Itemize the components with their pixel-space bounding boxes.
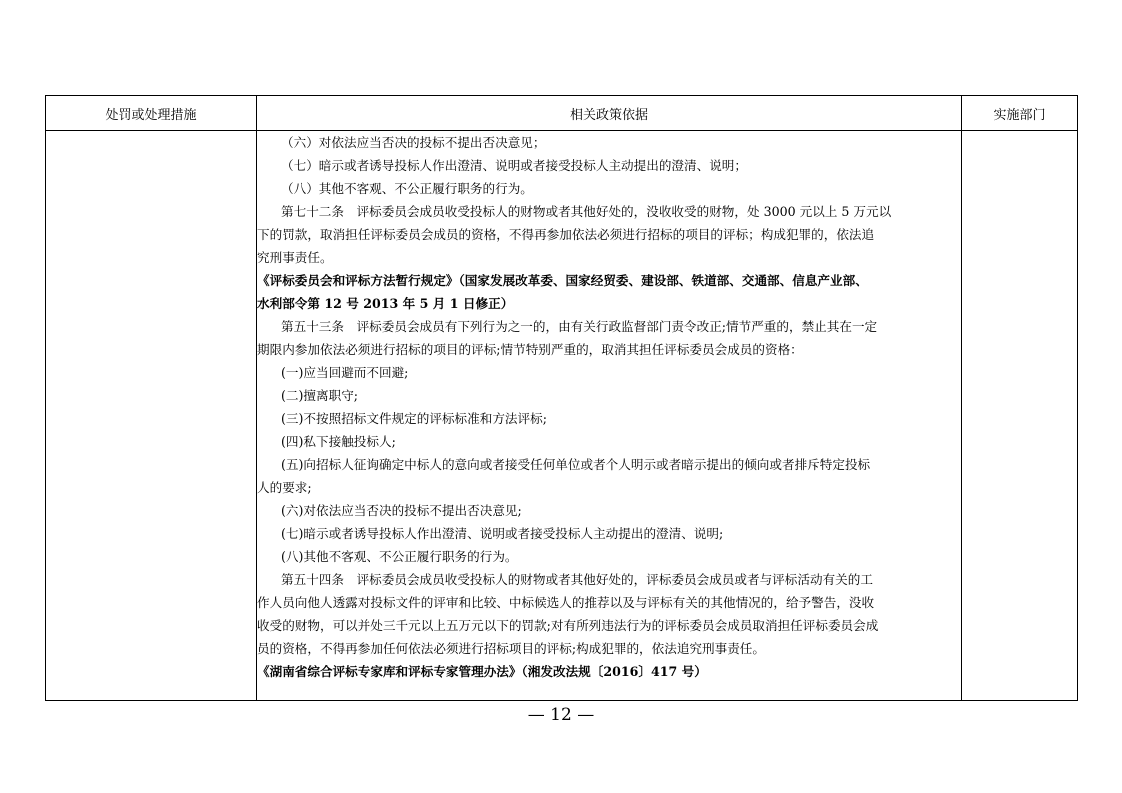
basis-text-line: 期限内参加依法必须进行招标的项目的评标;情节特别严重的，取消其担任评标委员会成员的资格： [257, 342, 803, 357]
regulation-title-line: 《湖南省综合评标专家库和评标专家管理办法》（湘发改法规〔2016〕417 号） [257, 664, 707, 679]
department-cell [962, 131, 1078, 701]
basis-text-line: 第五十四条 评标委员会成员收受投标人的财物或者其他好处的，评标委员会成员或者与评标活动有关的工 [281, 572, 873, 587]
header-basis: 相关政策依据 [257, 96, 962, 131]
measure-cell [46, 131, 257, 701]
policy-table [45, 95, 1078, 701]
basis-text-line: (四)私下接触投标人; [281, 434, 396, 449]
regulation-title-line: 《评标委员会和评标方法暂行规定》（国家发展改革委、国家经贸委、建设部、铁道部、交通部、信息产业部、 [257, 273, 868, 288]
basis-text-line: (八)其他不客观、不公正履行职务的行为。 [281, 549, 518, 564]
regulation-title-line: 水利部令第 12 号 2013 年 5 月 1 日修正） [257, 296, 514, 311]
basis-text-line: 第五十三条 评标委员会成员有下列行为之一的，由有关行政监督部门责令改正;情节严重的，禁止其在一定 [281, 319, 878, 334]
basis-text-line: （六）对依法应当否决的投标不提出否决意见； [281, 135, 546, 150]
basis-text-line: 员的资格，不得再参加任何依法必须进行招标项目的评标;构成犯罪的，依法追究刑事责任。 [257, 641, 765, 656]
basis-text-line: 人的要求; [257, 480, 312, 495]
basis-text-line: 收受的财物，可以并处三千元以上五万元以下的罚款;对有所列违法行为的评标委员会成员取消担任评标委员会成 [257, 618, 879, 633]
table-header-row [46, 96, 1078, 131]
basis-text-line: 下的罚款，取消担任评标委员会成员的资格，不得再参加依法必须进行招标的项目的评标；构成犯罪的，依法追 [257, 227, 875, 242]
basis-text-line: （七）暗示或者诱导投标人作出澄清、说明或者接受投标人主动提出的澄清、说明； [281, 158, 747, 173]
header-department: 实施部门 [962, 96, 1078, 131]
basis-text-line: (七)暗示或者诱导投标人作出澄清、说明或者接受投标人主动提出的澄清、说明; [281, 526, 724, 541]
basis-text-line: （八）其他不客观、不公正履行职务的行为。 [281, 181, 533, 196]
header-measure: 处罚或处理措施 [46, 96, 257, 131]
basis-text-line: (五)向招标人征询确定中标人的意向或者接受任何单位或者个人明示或者暗示提出的倾向或者排斥特定投标 [281, 457, 871, 472]
basis-text-line: (一)应当回避而不回避; [281, 365, 409, 380]
basis-text-line: 第七十二条 评标委员会成员收受投标人的财物或者其他好处的，没收收受的财物，处 3000 元以上 5 万元以 [281, 204, 892, 219]
basis-text-line: (六)对依法应当否决的投标不提出否决意见; [281, 503, 522, 518]
basis-text-line: 究刑事责任。 [257, 250, 333, 265]
basis-text-line: 作人员向他人透露对投标文件的评审和比较、中标候选人的推荐以及与评标有关的其他情况的，给予警告，没收 [257, 595, 875, 610]
basis-cell [257, 131, 962, 701]
basis-text-line: (二)擅离职守; [281, 388, 359, 403]
table-row [46, 131, 1078, 701]
page-number: — 12 — [527, 705, 595, 725]
basis-text-line: (三)不按照招标文件规定的评标标准和方法评标; [281, 411, 547, 426]
